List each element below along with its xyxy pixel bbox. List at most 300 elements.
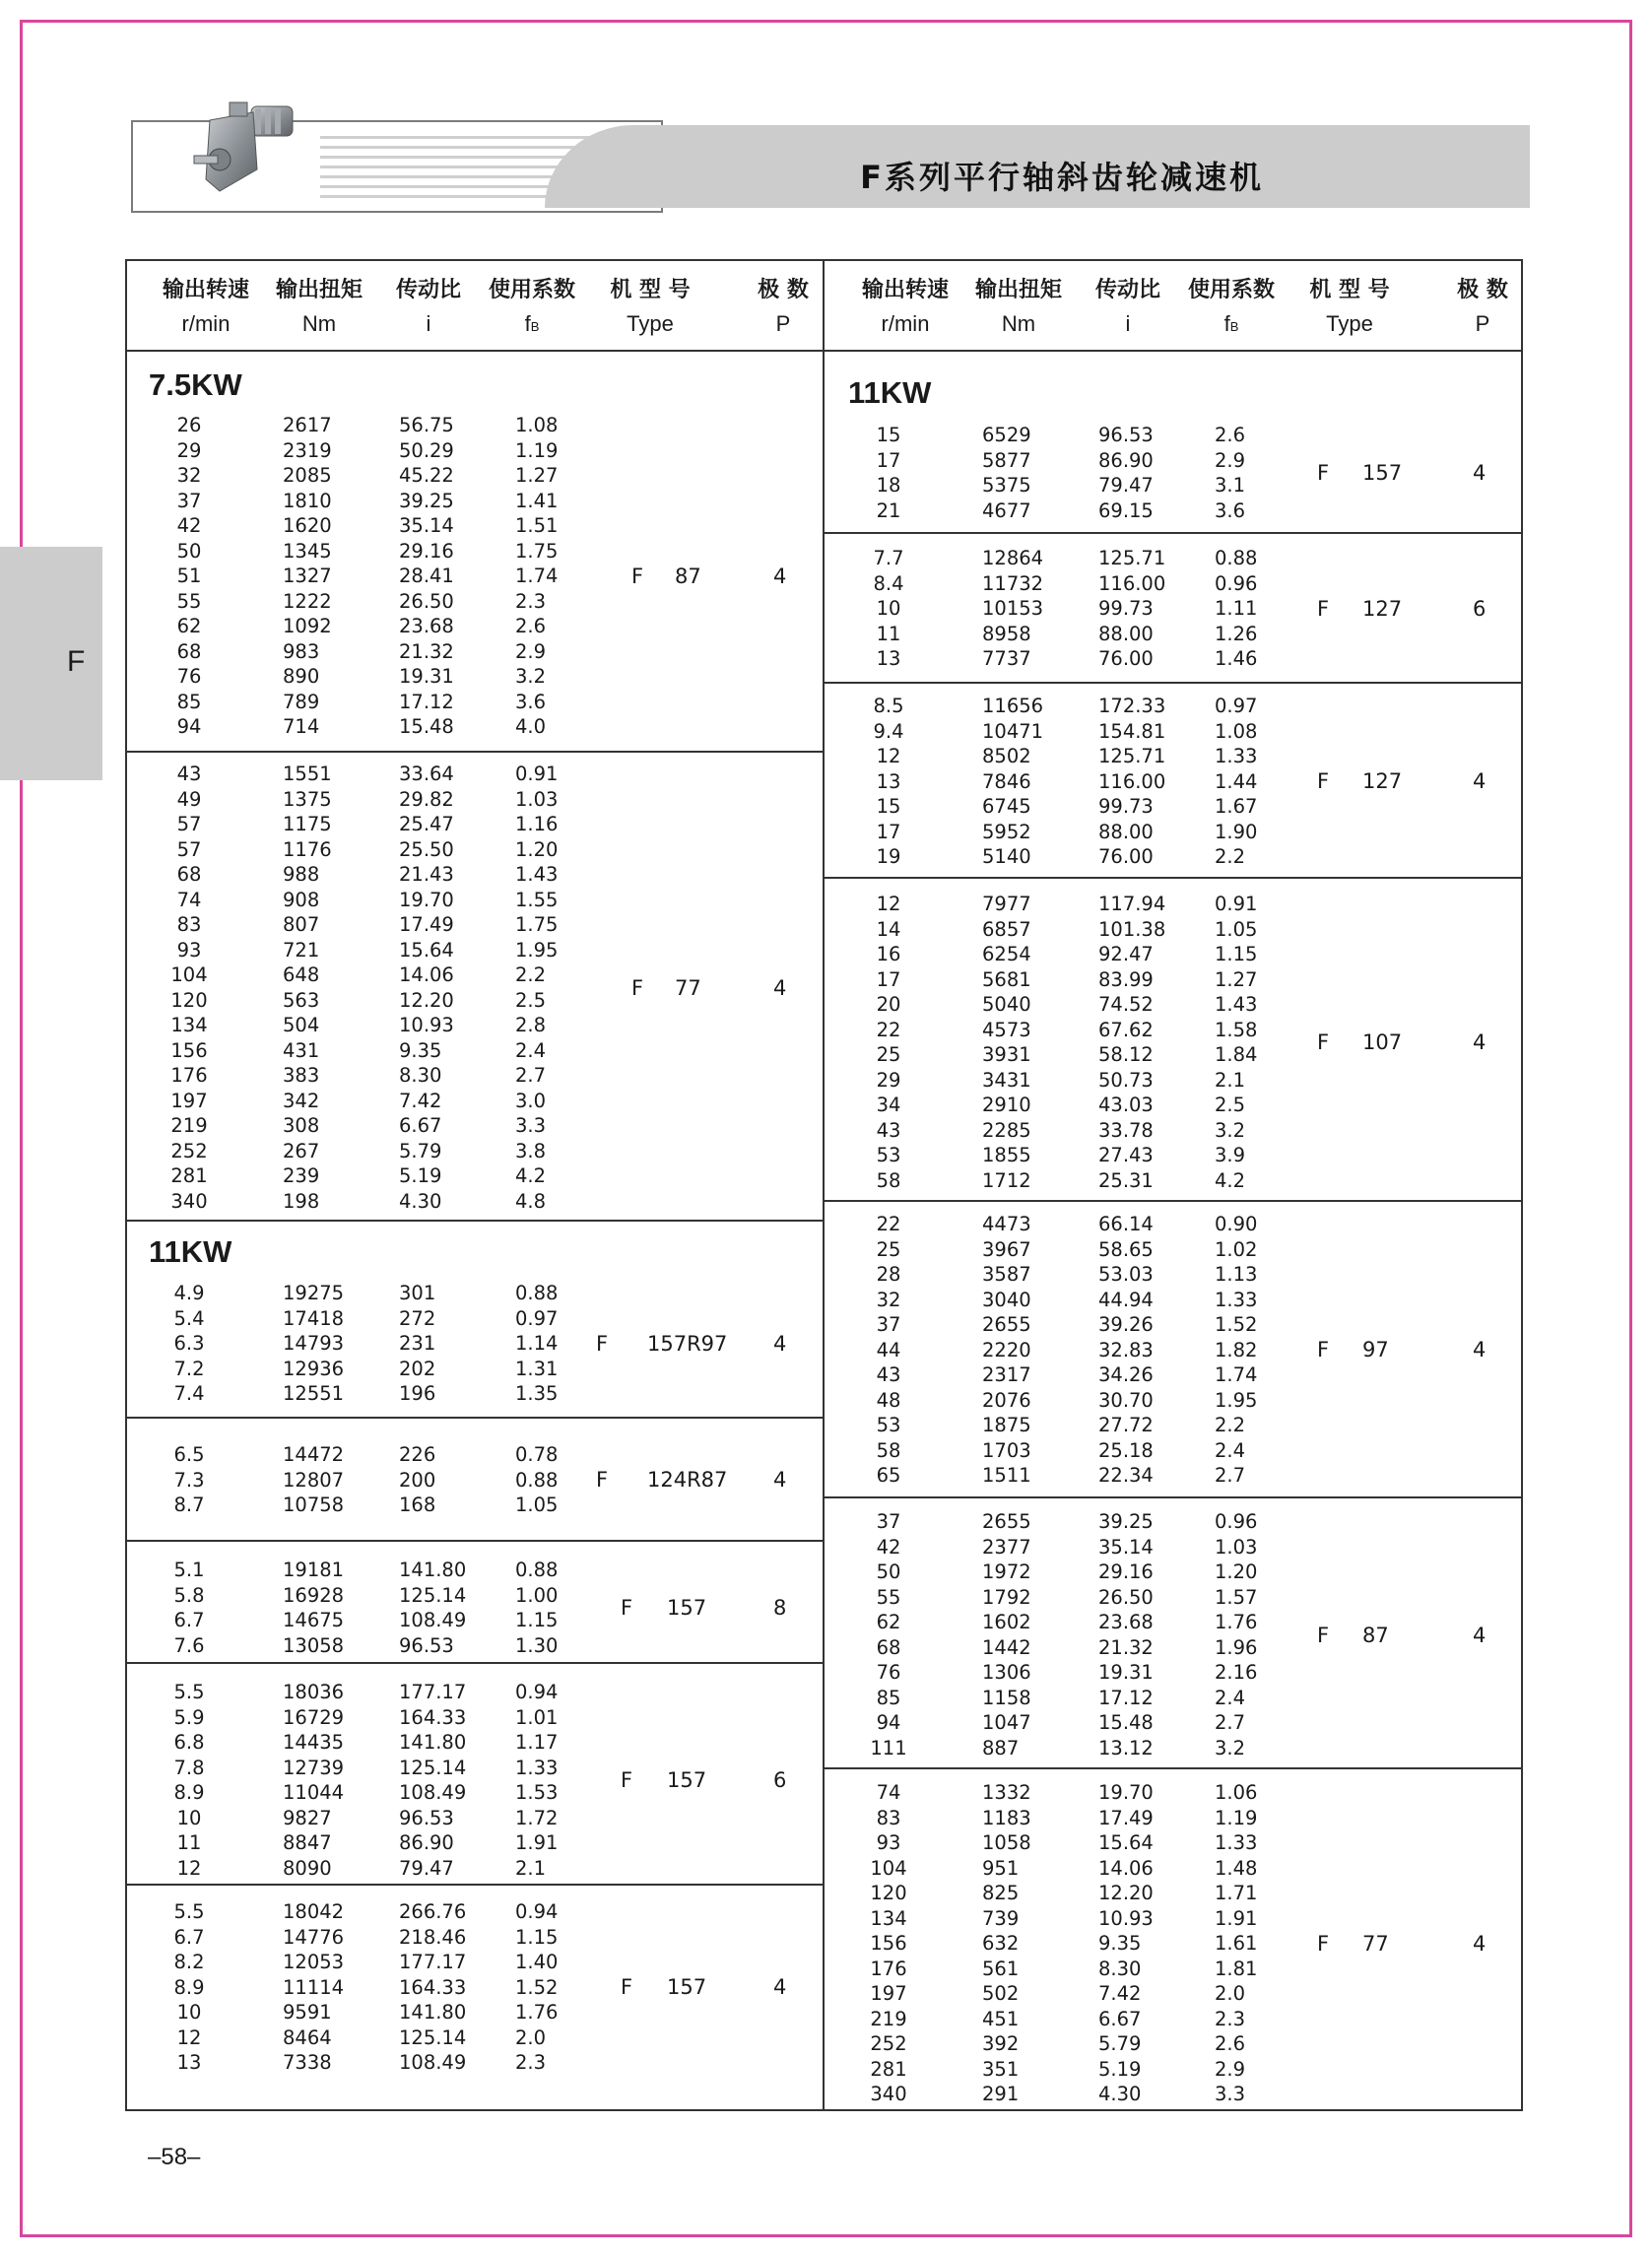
cell-factor: 1.58: [1215, 1018, 1258, 1041]
cell-ratio: 29.16: [1098, 1560, 1154, 1583]
cell-factor: 1.95: [1215, 1388, 1258, 1412]
cell-torque: 2285: [982, 1118, 1031, 1142]
cell-speed: 8.9: [173, 1975, 205, 1999]
cell-torque: 1792: [982, 1585, 1031, 1609]
cell-torque: 11656: [982, 695, 1044, 717]
cell-factor: 2.7: [515, 1064, 547, 1087]
cell-torque: 8502: [982, 745, 1031, 767]
cell-factor: 3.6: [1215, 498, 1246, 522]
cell-speed: 11: [876, 622, 901, 645]
cell-speed: 8.7: [173, 1494, 205, 1516]
cell-ratio: 58.65: [1098, 1237, 1154, 1261]
cell-torque: 3931: [982, 1043, 1031, 1066]
cell-ratio: 125.14: [399, 2025, 467, 2049]
cell-torque: 18036: [283, 1681, 345, 1703]
cell-speed: 4.9: [173, 1282, 205, 1304]
cell-torque: 351: [982, 2057, 1020, 2081]
table-rule: [825, 1496, 1522, 1498]
column-unit-factor: [1162, 311, 1300, 337]
cell-speed: 9.4: [873, 719, 904, 743]
cell-speed: 5.8: [173, 1583, 205, 1607]
cell-factor: 0.88: [515, 1468, 559, 1492]
table-rule: [125, 2109, 1523, 2111]
cell-factor: 1.16: [515, 813, 559, 835]
cell-torque: 7338: [283, 2051, 332, 2074]
cell-torque: 10471: [982, 719, 1044, 743]
cell-factor: 1.82: [1215, 1338, 1258, 1361]
cell-ratio: 39.25: [399, 489, 454, 512]
cell-speed: 15: [876, 424, 901, 446]
poles-value: 6: [773, 1768, 787, 1792]
cell-ratio: 17.49: [399, 913, 454, 936]
cell-factor: 2.16: [1215, 1661, 1258, 1684]
cell-ratio: 50.73: [1098, 1068, 1154, 1092]
cell-torque: 561: [982, 1957, 1020, 1980]
cell-speed: 43: [876, 1118, 901, 1142]
column-header-type: 机 型 号: [610, 278, 691, 302]
cell-factor: 2.2: [1215, 1414, 1246, 1436]
cell-torque: 8958: [982, 622, 1031, 645]
cell-ratio: 45.22: [399, 464, 454, 487]
cell-torque: 1972: [982, 1560, 1031, 1583]
cell-ratio: 9.35: [399, 1038, 442, 1062]
cell-speed: 16: [876, 943, 901, 965]
cell-factor: 1.90: [1215, 820, 1258, 843]
cell-ratio: 96.53: [1098, 424, 1154, 446]
cell-ratio: 23.68: [399, 615, 454, 637]
type-prefix: F: [1317, 1623, 1330, 1647]
cell-torque: 12864: [982, 547, 1044, 569]
cell-speed: 156: [170, 1038, 208, 1062]
cell-factor: 1.02: [1215, 1237, 1258, 1261]
cell-torque: 9591: [283, 2001, 332, 2024]
cell-speed: 176: [870, 1957, 907, 1980]
cell-torque: 18042: [283, 1900, 345, 1923]
cell-torque: 504: [283, 1014, 320, 1036]
table-rule: [125, 1662, 823, 1664]
cell-factor: 1.96: [1215, 1635, 1258, 1659]
cell-speed: 83: [176, 913, 202, 936]
table-rule: [125, 751, 823, 753]
cell-speed: 20: [876, 993, 901, 1016]
cell-factor: 1.11: [1215, 597, 1258, 620]
cell-factor: 1.27: [515, 464, 559, 487]
cell-ratio: 141.80: [399, 2001, 467, 2024]
cell-factor: 1.75: [515, 539, 559, 563]
cell-ratio: 19.70: [1098, 1781, 1154, 1804]
cell-factor: 2.0: [1215, 1982, 1246, 2005]
cell-ratio: 125.14: [399, 1756, 467, 1779]
cell-ratio: 10.93: [399, 1014, 454, 1036]
cell-ratio: 21.32: [1098, 1635, 1154, 1659]
cell-torque: 739: [982, 1906, 1020, 1930]
cell-speed: 62: [876, 1611, 901, 1633]
cell-speed: 48: [876, 1388, 901, 1412]
type-model: 157: [1362, 461, 1403, 485]
cell-factor: 1.95: [515, 938, 559, 962]
type-model: 157: [667, 1975, 707, 2000]
type-prefix: F: [596, 1468, 609, 1493]
cell-ratio: 12.20: [1098, 1882, 1154, 1904]
cell-speed: 10: [176, 1806, 202, 1829]
cell-ratio: 15.64: [399, 938, 454, 962]
cell-torque: 1327: [283, 564, 332, 587]
type-prefix: F: [1317, 769, 1330, 794]
cell-torque: 5140: [982, 845, 1031, 868]
cell-torque: 2076: [982, 1388, 1031, 1412]
cell-speed: 42: [176, 514, 202, 537]
poles-value: 4: [773, 975, 787, 1000]
cell-speed: 68: [176, 863, 202, 886]
cell-factor: 4.8: [515, 1189, 547, 1213]
cell-factor: 1.44: [1215, 769, 1258, 793]
cell-factor: 1.31: [515, 1357, 559, 1380]
cell-factor: 1.17: [515, 1731, 559, 1754]
cell-factor: 4.2: [1215, 1168, 1246, 1192]
cell-factor: 2.2: [1215, 845, 1246, 868]
cell-speed: 340: [170, 1189, 208, 1213]
cell-factor: 4.0: [515, 715, 547, 738]
cell-speed: 7.4: [173, 1382, 205, 1405]
column-header-poles: 极 数: [1457, 278, 1508, 302]
cell-speed: 22: [876, 1213, 901, 1235]
cell-factor: 2.4: [515, 1038, 547, 1062]
cell-factor: 1.05: [1215, 917, 1258, 941]
column-header-speed: 输出转速: [861, 278, 949, 302]
cell-factor: 2.9: [515, 639, 547, 663]
cell-ratio: 154.81: [1098, 719, 1166, 743]
type-model: 127: [1362, 596, 1403, 621]
cell-factor: 1.15: [515, 1925, 559, 1949]
type-model: 97: [1362, 1338, 1389, 1362]
cell-ratio: 17.49: [1098, 1806, 1154, 1829]
cell-speed: 76: [876, 1661, 901, 1684]
cell-torque: 1047: [982, 1711, 1031, 1734]
cell-speed: 29: [176, 438, 202, 462]
cell-torque: 563: [283, 988, 320, 1012]
column-header-factor: 使用系数: [488, 278, 575, 302]
cell-torque: 714: [283, 715, 320, 738]
cell-torque: 4677: [982, 498, 1031, 522]
table-rule: [823, 259, 825, 2111]
cell-factor: 2.3: [515, 2051, 547, 2074]
cell-torque: 789: [283, 690, 320, 713]
cell-ratio: 33.64: [399, 763, 454, 785]
cell-torque: 14675: [283, 1609, 345, 1631]
cell-factor: 2.9: [1215, 2057, 1246, 2081]
cell-factor: 3.2: [1215, 1118, 1246, 1142]
cell-ratio: 108.49: [399, 1609, 467, 1631]
type-prefix: F: [596, 1331, 609, 1356]
cell-ratio: 4.30: [399, 1189, 442, 1213]
cell-torque: 1158: [982, 1686, 1031, 1709]
table-rule: [825, 682, 1522, 684]
cell-ratio: 35.14: [1098, 1535, 1154, 1559]
cell-ratio: 15.64: [1098, 1831, 1154, 1854]
cell-speed: 8.2: [173, 1951, 205, 1973]
cell-torque: 908: [283, 888, 320, 911]
cell-speed: 19: [876, 845, 901, 868]
factor-unit-symbol: f: [524, 311, 531, 336]
cell-torque: 1620: [283, 514, 332, 537]
cell-speed: 8.5: [873, 695, 904, 717]
cell-speed: 5.5: [173, 1681, 205, 1703]
cell-factor: 1.20: [1215, 1560, 1258, 1583]
cell-factor: 0.96: [1215, 1510, 1258, 1533]
cell-torque: 267: [283, 1139, 320, 1162]
type-prefix: F: [621, 1596, 633, 1620]
cell-factor: 2.7: [1215, 1711, 1246, 1734]
cell-torque: 502: [982, 1982, 1020, 2005]
cell-ratio: 125.71: [1098, 745, 1166, 767]
cell-speed: 93: [876, 1831, 901, 1854]
cell-factor: 3.2: [1215, 1736, 1246, 1759]
cell-torque: 1810: [283, 489, 332, 512]
cell-ratio: 108.49: [399, 1781, 467, 1804]
cell-factor: 1.84: [1215, 1043, 1258, 1066]
cell-speed: 11: [176, 1831, 202, 1854]
cell-speed: 120: [170, 988, 208, 1012]
cell-speed: 83: [876, 1806, 901, 1829]
factor-unit-subscript: B: [530, 319, 540, 334]
cell-torque: 2319: [283, 438, 332, 462]
cell-torque: 983: [283, 639, 320, 663]
cell-ratio: 76.00: [1098, 845, 1154, 868]
table-rule: [825, 532, 1522, 534]
cell-speed: 7.8: [173, 1756, 205, 1779]
cell-ratio: 101.38: [1098, 917, 1166, 941]
cell-factor: 1.74: [515, 564, 559, 587]
cell-speed: 176: [170, 1064, 208, 1087]
cell-ratio: 108.49: [399, 2051, 467, 2074]
cell-torque: 7977: [982, 893, 1031, 915]
cell-ratio: 141.80: [399, 1731, 467, 1754]
poles-value: 4: [1473, 1623, 1487, 1647]
cell-speed: 53: [876, 1414, 901, 1436]
cell-speed: 6.5: [173, 1443, 205, 1466]
cell-speed: 5.5: [173, 1900, 205, 1923]
cell-speed: 7.2: [173, 1357, 205, 1380]
cell-factor: 1.35: [515, 1382, 559, 1405]
cell-factor: 1.33: [515, 1756, 559, 1779]
cell-factor: 2.4: [1215, 1438, 1246, 1462]
cell-ratio: 5.79: [399, 1139, 442, 1162]
cell-factor: 1.51: [515, 514, 559, 537]
type-model: 77: [1362, 1931, 1389, 1956]
page-header: [131, 120, 1530, 213]
cell-speed: 104: [870, 1856, 907, 1880]
cell-ratio: 92.47: [1098, 943, 1154, 965]
cell-speed: 58: [876, 1438, 901, 1462]
cell-torque: 988: [283, 863, 320, 886]
cell-torque: 2655: [982, 1313, 1031, 1336]
cell-torque: 14435: [283, 1731, 345, 1754]
cell-factor: 2.5: [1215, 1094, 1246, 1116]
cell-speed: 94: [176, 715, 202, 738]
cell-speed: 37: [176, 489, 202, 512]
table-rule: [825, 1200, 1522, 1202]
cell-factor: 2.6: [1215, 2032, 1246, 2055]
cell-factor: 2.7: [1215, 1464, 1246, 1487]
cell-speed: 26: [176, 414, 202, 436]
cell-factor: 2.6: [1215, 424, 1246, 446]
cell-torque: 1222: [283, 589, 332, 613]
cell-factor: 3.9: [1215, 1144, 1246, 1166]
type-model: 87: [1362, 1623, 1389, 1647]
cell-speed: 197: [170, 1089, 208, 1112]
column-header-torque: 输出扭矩: [275, 278, 363, 302]
cell-ratio: 12.20: [399, 988, 454, 1012]
cell-torque: 17418: [283, 1306, 345, 1330]
cell-speed: 55: [876, 1585, 901, 1609]
cell-speed: 340: [870, 2083, 907, 2105]
cell-speed: 94: [876, 1711, 901, 1734]
poles-value: 4: [773, 1331, 787, 1356]
cell-factor: 2.6: [515, 615, 547, 637]
cell-torque: 1551: [283, 763, 332, 785]
cell-factor: 3.6: [515, 690, 547, 713]
column-unit-type: Type: [627, 311, 674, 336]
cell-speed: 85: [176, 690, 202, 713]
cell-ratio: 21.32: [399, 639, 454, 663]
table-rule: [825, 877, 1522, 879]
cell-ratio: 7.42: [399, 1089, 442, 1112]
cell-speed: 12: [176, 1856, 202, 1880]
cell-factor: 1.00: [515, 1583, 559, 1607]
cell-torque: 10758: [283, 1494, 345, 1516]
poles-value: 4: [1473, 461, 1487, 485]
cell-speed: 22: [876, 1018, 901, 1041]
cell-torque: 9827: [283, 1806, 332, 1829]
cell-factor: 2.0: [515, 2025, 547, 2049]
cell-speed: 12: [876, 893, 901, 915]
cell-torque: 890: [283, 665, 320, 688]
cell-speed: 7.6: [173, 1633, 205, 1657]
cell-speed: 57: [176, 813, 202, 835]
cell-torque: 1332: [982, 1781, 1031, 1804]
cell-torque: 2617: [283, 414, 332, 436]
cell-factor: 1.67: [1215, 795, 1258, 818]
cell-ratio: 9.35: [1098, 1932, 1142, 1955]
poles-value: 8: [773, 1596, 787, 1620]
cell-speed: 13: [176, 2051, 202, 2074]
cell-ratio: 99.73: [1098, 795, 1154, 818]
cell-speed: 197: [870, 1982, 907, 2005]
table-rule: [125, 1220, 823, 1222]
cell-speed: 15: [876, 795, 901, 818]
cell-speed: 29: [876, 1068, 901, 1092]
cell-ratio: 56.75: [399, 414, 454, 436]
cell-speed: 156: [870, 1932, 907, 1955]
poles-value: 4: [1473, 1030, 1487, 1054]
cell-torque: 1058: [982, 1831, 1031, 1854]
cell-factor: 2.1: [515, 1856, 547, 1880]
cell-speed: 85: [876, 1686, 901, 1709]
cell-torque: 807: [283, 913, 320, 936]
cell-factor: 1.91: [1215, 1906, 1258, 1930]
group-heading: 11KW: [848, 375, 932, 410]
cell-ratio: 25.50: [399, 837, 454, 861]
column-unit-type: Type: [1326, 311, 1373, 336]
column-unit-speed: r/min: [181, 311, 231, 336]
type-model: 107: [1362, 1030, 1403, 1054]
page-number: –58–: [148, 2144, 201, 2170]
cell-torque: 721: [283, 938, 320, 962]
cell-torque: 2317: [982, 1363, 1031, 1386]
cell-torque: 1712: [982, 1168, 1031, 1192]
cell-torque: 8847: [283, 1831, 332, 1854]
cell-torque: 291: [982, 2083, 1020, 2105]
cell-torque: 2655: [982, 1510, 1031, 1533]
cell-torque: 1703: [982, 1438, 1031, 1462]
cell-ratio: 8.30: [1098, 1957, 1142, 1980]
cell-ratio: 226: [399, 1443, 436, 1466]
type-prefix: F: [1317, 1030, 1330, 1054]
cell-speed: 50: [876, 1560, 901, 1583]
cell-ratio: 202: [399, 1357, 436, 1380]
cell-factor: 2.4: [1215, 1686, 1246, 1709]
type-prefix: F: [621, 1975, 633, 2000]
cell-speed: 37: [876, 1510, 901, 1533]
cell-ratio: 76.00: [1098, 647, 1154, 670]
cell-torque: 2377: [982, 1535, 1031, 1559]
cell-factor: 3.1: [1215, 474, 1246, 497]
cell-torque: 1442: [982, 1635, 1031, 1659]
cell-ratio: 30.70: [1098, 1388, 1154, 1412]
cell-factor: 2.3: [515, 589, 547, 613]
cell-factor: 0.90: [1215, 1213, 1258, 1235]
cell-speed: 17: [876, 967, 901, 991]
cell-speed: 7.7: [873, 547, 904, 569]
cell-ratio: 125.71: [1098, 547, 1166, 569]
cell-ratio: 14.06: [399, 963, 454, 986]
type-model: 87: [675, 564, 701, 588]
type-model: 124R87: [647, 1468, 728, 1493]
group-heading: 11KW: [149, 1234, 232, 1269]
cell-factor: 1.46: [1215, 647, 1258, 670]
cell-torque: 5952: [982, 820, 1031, 843]
type-prefix: F: [1317, 461, 1330, 485]
cell-torque: 8090: [283, 1856, 332, 1880]
cell-speed: 134: [870, 1906, 907, 1930]
cell-factor: 3.3: [515, 1114, 547, 1137]
cell-speed: 18: [876, 474, 901, 497]
cell-factor: 3.0: [515, 1089, 547, 1112]
cell-speed: 104: [170, 963, 208, 986]
cell-ratio: 39.25: [1098, 1510, 1154, 1533]
cell-factor: 2.1: [1215, 1068, 1246, 1092]
cell-torque: 7737: [982, 647, 1031, 670]
cell-torque: 198: [283, 1189, 320, 1213]
cell-factor: 0.94: [515, 1900, 559, 1923]
cell-factor: 1.71: [1215, 1882, 1258, 1904]
cell-torque: 632: [982, 1932, 1020, 1955]
cell-speed: 281: [870, 2057, 907, 2081]
type-prefix: F: [1317, 1931, 1330, 1956]
cell-ratio: 5.19: [399, 1164, 442, 1187]
cell-factor: 1.91: [515, 1831, 559, 1854]
cell-torque: 3967: [982, 1237, 1031, 1261]
cell-factor: 1.33: [1215, 1288, 1258, 1311]
cell-factor: 3.3: [1215, 2083, 1246, 2105]
cell-speed: 74: [876, 1781, 901, 1804]
cell-torque: 14776: [283, 1925, 345, 1949]
column-header-torque: 输出扭矩: [974, 278, 1062, 302]
cell-torque: 12551: [283, 1382, 345, 1405]
column-header-ratio: 传动比: [395, 278, 461, 302]
column-unit-torque: Nm: [1001, 311, 1036, 336]
cell-speed: 6.7: [173, 1609, 205, 1631]
